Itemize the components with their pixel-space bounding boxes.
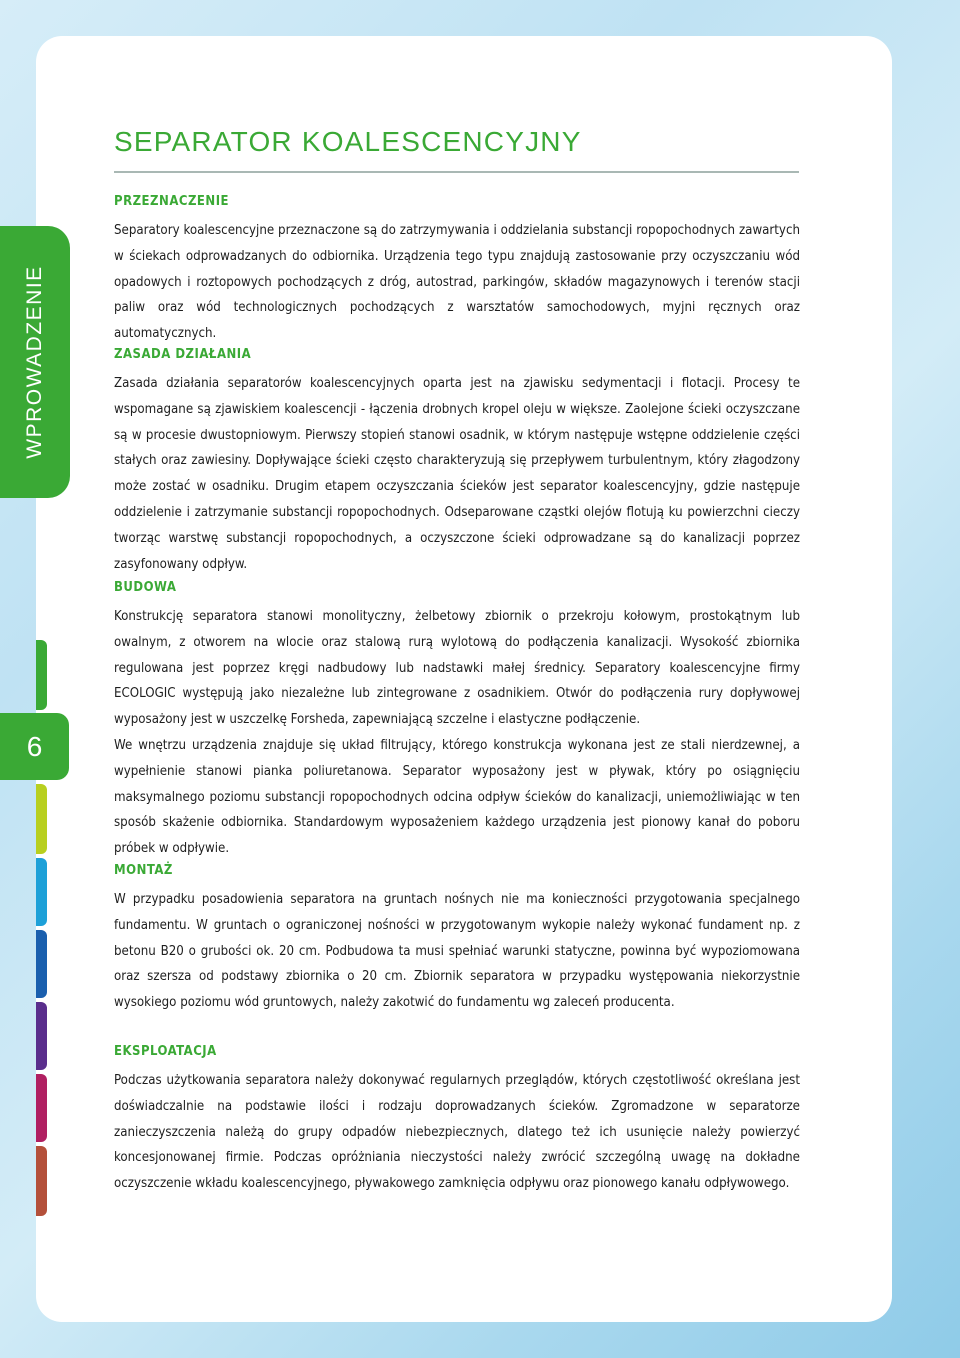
page-title: SEPARATOR KOALESCENCYJNY	[114, 126, 582, 157]
chapter-tab-label: WPROWADZENIE	[23, 265, 46, 459]
section-heading: ZASADA DZIAŁANIA	[114, 347, 252, 362]
section-paragraph: Podczas użytkowania separatora należy dokonywać regularnych przeglądów, których częstotliwość określana jest doświadczalnie na podstawie ilości i rodzaju doprowadzanych ścieków. Zgromadzone w separatorze zanieczyszczenia należą do grupy odpadów niebezpiecznych, dlatego też ich usunięcie należy powierzyć koncesjonowanej firmie. Podczas opróżniania nieczystości należy zwrócić szczególną uwagę na dokładne oczyszczenie wkładu koalescencyjnego, pływakowego zamknięcia odpływu oraz pionowego kanału odpływowego.	[114, 1073, 800, 1192]
section-paragraph: Zasada działania separatorów koalescencyjnych oparta jest na zjawisku sedymentacji i flotacji. Procesy te wspomagane są zjawiskiem koalescencji - łączenia drobnych kropel oleju w większe. Zaolejone ścieki oczyszczane są w procesie dwustopniowym. Pierwszy stopień stanowi osadnik, w którym następuje wstępne oddzielenie części stałych oraz zawiesiny. Dopływające ścieki często charakteryzują się przepływem turbulentnym, który złagodzony może zostać w osadniku. Drugim etapem oczyszczania ścieków jest separator koalescencyjny, gdzie następuje oddzielenie i zatrzymanie substancji ropopochodnych. Odseparowane cząstki olejów flotują ku powierzchni cieczy tworząc warstwę substancji ropopochodnych, a oczyszczone ścieki odprowadzane są do kanalizacji poprzez zasyfonowany odpływ.	[114, 376, 800, 572]
section-eksploatacja	[114, 1042, 800, 1197]
section-heading: MONTAŻ	[114, 863, 173, 878]
section-przeznaczenie	[114, 192, 800, 347]
section-heading: BUDOWA	[114, 580, 177, 595]
color-strip-green	[36, 640, 47, 710]
section-paragraph: W przypadku posadowienia separatora na gruntach nośnych nie ma konieczności przygotowania specjalnego fundamentu. W gruntach o ograniczonej nośności w przygotowanym wykopie należy wykonać fundament np. z betonu B20 o grubości ok. 20 cm. Podbudowa ta musi spełniać warunki statyczne, powinna być wypoziomowana oraz szersza od podstawy zbiornika o 20 cm. Zbiornik separatora w przypadku występowania niekorzystnie wysokiego poziomu wód gruntowych, należy zakotwić do fundamentu wg zaleceń producenta.	[114, 892, 800, 1011]
color-strip-brown	[36, 1146, 47, 1216]
color-strip-cyan	[36, 858, 47, 926]
section-montaz	[114, 861, 800, 1016]
color-strip-purple	[36, 1002, 47, 1070]
page-number: 6	[26, 731, 43, 762]
chapter-tab	[0, 226, 70, 498]
color-strip-lime	[36, 784, 47, 854]
section-paragraph: Konstrukcję separatora stanowi monolityczny, żelbetowy zbiornik o przekroju kołowym, prostokątnym lub owalnym, z otworem na wlocie oraz stalową rurą wylotową do podłączenia kanalizacji. Wysokość zbiornika regulowana jest poprzez kręgi nadbudowy lub nadstawki małej średnicy. Separatory koalescencyjne firmy ECOLOGIC występują jako niezależne lub zintegrowane z osadnikiem. Otwór do podłączenia rury dopływowej wyposażony jest w uszczelkę Forsheda, zapewniającą szczelne i elastyczne podłączenie.	[114, 609, 800, 728]
section-zasada-dzialania	[114, 345, 800, 577]
section-paragraph: We wnętrzu urządzenia znajduje się układ filtrujący, którego konstrukcja wykonana jest ze stali nierdzewnej, a wypełnienie stanowi pianka poliuretanowa. Separator wyposażony jest w pływak, który po osiągnięciu maksymalnego poziomu substancji ropopochodnych odcina odpływ ścieków do kanalizacji, uniemożliwiając w ten sposób skażenie odbiornika. Standardowym wyposażeniem każdego urządzenia jest pionowy kanał do poboru próbek w odpływie.	[114, 737, 800, 857]
section-heading: EKSPLOATACJA	[114, 1044, 217, 1059]
color-strip-blue	[36, 930, 47, 998]
section-budowa	[114, 578, 800, 862]
title-divider	[114, 171, 799, 173]
section-paragraph: Separatory koalescencyjne przeznaczone są do zatrzymywania i oddzielania substancji ropopochodnych zawartych w ściekach odprowadzanych do odbiornika. Urządzenia tego typu znajdują zastosowanie przy oczyszczaniu wód opadowych i roztopowych pochodzących z dróg, autostrad, parkingów, składów magazynowych i terenów stacji paliw oraz wód technologicznych pochodzących z warsztatów samochodowych, myjni ręcznych oraz automatycznych.	[114, 223, 800, 342]
color-strip-magenta	[36, 1074, 47, 1142]
section-heading: PRZEZNACZENIE	[114, 194, 230, 209]
page-number-tab	[0, 713, 69, 780]
